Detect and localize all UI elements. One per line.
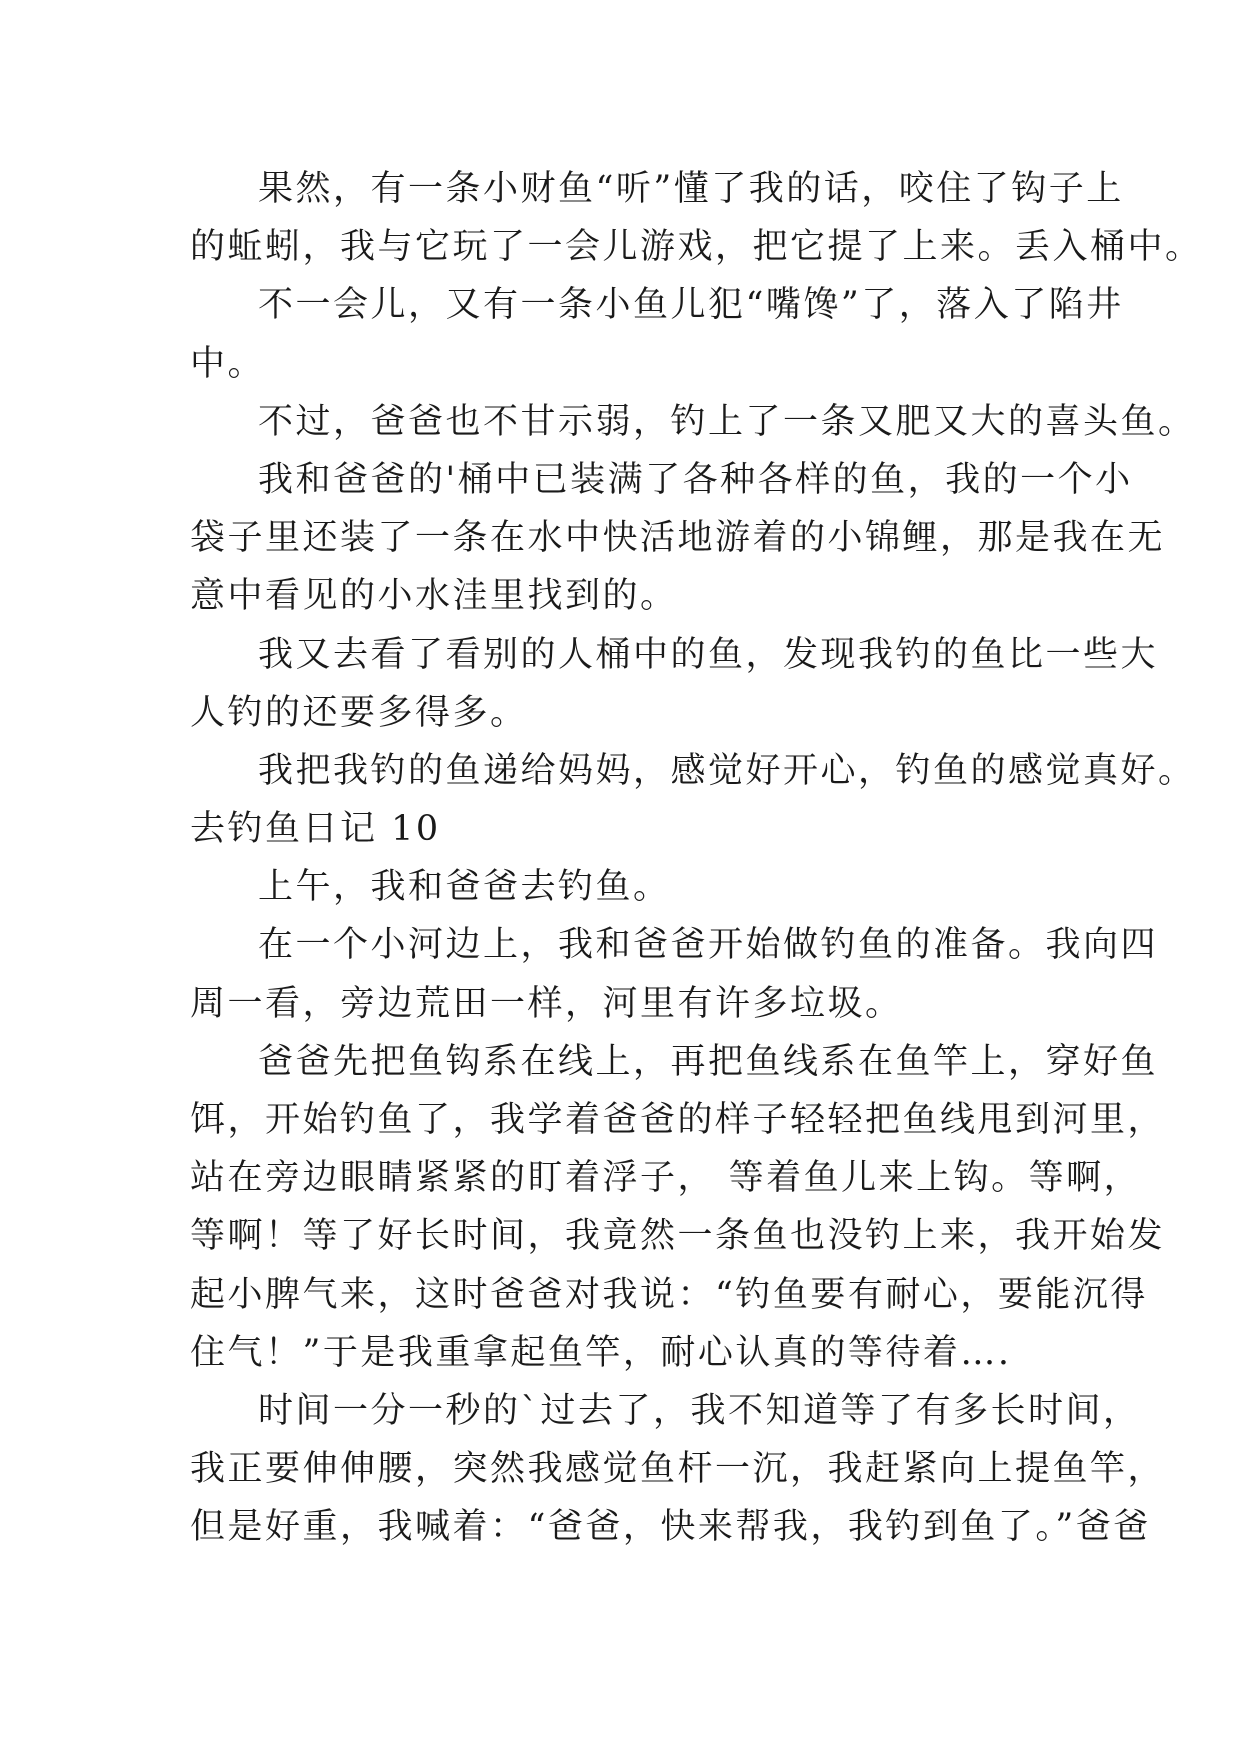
text-line: 中。 <box>190 343 266 384</box>
text-line: 不过，爸爸也不甘示弱，钓上了一条又肥又大的喜头鱼。 <box>258 401 1196 442</box>
text-line: 我正要伸伸腰，突然我感觉鱼杆一沉，我赶紧向上提鱼竿， <box>190 1449 1166 1490</box>
text-line: 我和爸爸的'桶中已装满了各种各样的鱼，我的一个小 <box>258 459 1133 500</box>
text-line: 饵，开始钓鱼了，我学着爸爸的样子轻轻把鱼线甩到河里， <box>190 1100 1166 1140</box>
text-line: 我把我钓的鱼递给妈妈，感觉好开心，钓鱼的感觉真好。 <box>258 750 1196 791</box>
text-line: 起小脾气来，这时爸爸对我说：“钓鱼要有耐心，要能沉得 <box>190 1274 1148 1315</box>
text-line: 但是好重，我喊着：“爸爸，快来帮我，我钓到鱼了。”爸爸 <box>190 1507 1151 1548</box>
text-line: 等啊！等了好长时间，我竟然一条鱼也没钓上来，我开始发 <box>190 1216 1166 1257</box>
text-line: 意中看见的小水洼里找到的。 <box>190 576 678 617</box>
text-line: 爸爸先把鱼钩系在线上，再把鱼线系在鱼竿上，穿好鱼 <box>258 1041 1159 1082</box>
text-line: 人钓的还要多得多。 <box>190 692 528 733</box>
section-heading: 去钓鱼日记 10 <box>190 809 441 850</box>
text-line: 不一会儿，又有一条小鱼儿犯“嘴馋”了，落入了陷井 <box>258 285 1124 326</box>
text-line: 袋子里还装了一条在水中快活地游着的小锦鲤，那是我在无 <box>190 518 1166 559</box>
text-line: 时间一分一秒的`过去了，我不知道等了有多长时间， <box>258 1390 1141 1431</box>
text-line: 站在旁边眼睛紧紧的盯着浮子， 等着鱼儿来上钩。等啊， <box>190 1158 1142 1199</box>
text-line: 住气！”于是我重拿起鱼竿，耐心认真的等待着…. <box>190 1332 1012 1373</box>
body-text <box>190 160 1203 1557</box>
text-line: 的蚯蚓，我与它玩了一会儿游戏，把它提了上来。丢入桶中。 <box>190 227 1203 268</box>
text-line: 在一个小河边上，我和爸爸开始做钓鱼的准备。我向四 <box>258 925 1159 966</box>
text-line: 果然，有一条小财鱼“听”懂了我的话，咬住了钩子上 <box>258 169 1124 209</box>
text-line: 我又去看了看别的人桶中的鱼，发现我钓的鱼比一些大 <box>258 634 1159 675</box>
text-line: 上午，我和爸爸去钓鱼。 <box>258 867 671 908</box>
text-line: 周一看，旁边荒田一样，河里有许多垃圾。 <box>190 983 903 1024</box>
